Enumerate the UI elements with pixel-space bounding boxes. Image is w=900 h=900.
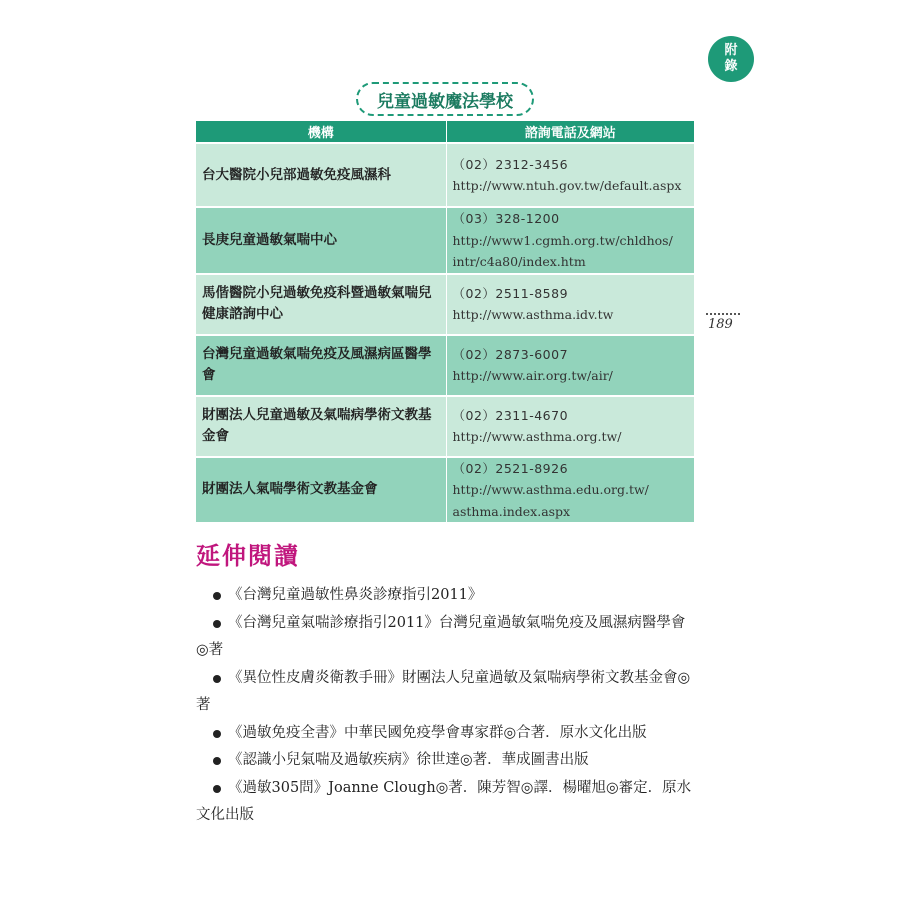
website-url[interactable]: http://www1.cgmh.org.tw/chldhos/ bbox=[452, 232, 673, 248]
phone-number: （02）2521-8926 bbox=[452, 460, 569, 476]
organization-name: 財團法人兒童過敏及氣喘病學術文教基金會 bbox=[196, 396, 446, 457]
website-url[interactable]: http://www.asthma.idv.tw bbox=[452, 307, 614, 322]
website-url-continued[interactable]: asthma.index.aspx bbox=[452, 503, 571, 519]
website-url[interactable]: http://www.ntuh.gov.tw/default.aspx bbox=[452, 178, 682, 193]
table-row bbox=[196, 274, 694, 335]
organization-name: 台灣兒童過敏氣喘免疫及風濕病區醫學會 bbox=[196, 335, 446, 396]
section-title: 兒童過敏魔法學校 bbox=[377, 91, 513, 112]
bullet-icon bbox=[213, 730, 221, 738]
contact-cell bbox=[446, 143, 694, 207]
table-row bbox=[196, 335, 694, 396]
table-row bbox=[196, 207, 694, 274]
page-number-dots bbox=[706, 313, 740, 315]
website-url[interactable]: http://www.air.org.tw/air/ bbox=[452, 368, 613, 383]
bullet-icon bbox=[213, 675, 221, 683]
list-item bbox=[196, 582, 698, 610]
page-number: 189 bbox=[708, 317, 733, 332]
list-item-text: 《過敏305問》Joanne Clough◎著．陳芳智◎譯．楊曜旭◎審定．原水文化出版 bbox=[196, 779, 692, 823]
list-item-text: 《台灣兒童氣喘診療指引2011》台灣兒童過敏氣喘免疫及風濕病醫學會◎著 bbox=[196, 614, 686, 658]
organization-table bbox=[196, 121, 694, 522]
list-item bbox=[196, 747, 698, 775]
phone-number: （02）2511-8589 bbox=[452, 285, 569, 301]
bullet-icon bbox=[213, 620, 221, 628]
bullet-icon bbox=[213, 785, 221, 793]
list-item-text: 《過敏免疫全書》中華民國免疫學會專家群◎合著．原水文化出版 bbox=[228, 724, 647, 741]
header-organization: 機構 bbox=[196, 121, 446, 143]
organization-name: 馬偕醫院小兒過敏免疫科暨過敏氣喘兒健康諮詢中心 bbox=[196, 274, 446, 335]
appendix-tab-line1: 附 bbox=[724, 43, 738, 58]
section-title-badge bbox=[356, 82, 534, 116]
contact-cell bbox=[446, 396, 694, 457]
organization-name: 財團法人氣喘學術文教基金會 bbox=[196, 457, 446, 523]
list-item bbox=[196, 775, 698, 830]
table-row bbox=[196, 396, 694, 457]
table-row bbox=[196, 457, 694, 523]
website-url[interactable]: http://www.asthma.org.tw/ bbox=[452, 429, 622, 444]
list-item bbox=[196, 720, 698, 748]
further-reading-heading: 延伸閱讀 bbox=[196, 541, 300, 570]
bullet-icon bbox=[213, 592, 221, 600]
table-row bbox=[196, 143, 694, 207]
appendix-tab bbox=[708, 36, 754, 82]
website-url[interactable]: http://www.asthma.edu.org.tw/ bbox=[452, 482, 649, 497]
table-header-row bbox=[196, 121, 694, 143]
list-item-text: 《台灣兒童過敏性鼻炎診療指引2011》 bbox=[228, 587, 483, 603]
list-item-text: 《認識小兒氣喘及過敏疾病》徐世達◎著．華成圖書出版 bbox=[228, 752, 589, 768]
appendix-tab-line2: 錄 bbox=[724, 59, 738, 74]
contact-cell bbox=[446, 274, 694, 335]
bullet-icon bbox=[213, 757, 221, 765]
phone-number: （02）2873-6007 bbox=[452, 346, 569, 362]
organization-name: 長庚兒童過敏氣喘中心 bbox=[196, 207, 446, 274]
contact-cell bbox=[446, 457, 694, 523]
phone-number: （02）2312-3456 bbox=[452, 156, 569, 172]
phone-number: （03）328-1200 bbox=[452, 211, 560, 226]
phone-number: （02）2311-4670 bbox=[452, 407, 569, 423]
organization-name: 台大醫院小兒部過敏免疫風濕科 bbox=[196, 143, 446, 207]
header-contact: 諮詢電話及網站 bbox=[446, 121, 694, 143]
website-url-continued[interactable]: intr/c4a80/index.htm bbox=[452, 254, 586, 269]
further-reading-list bbox=[196, 582, 698, 830]
list-item bbox=[196, 610, 698, 665]
contact-cell bbox=[446, 207, 694, 274]
contact-cell bbox=[446, 335, 694, 396]
list-item bbox=[196, 665, 698, 720]
list-item-text: 《異位性皮膚炎衛教手冊》財團法人兒童過敏及氣喘病學術文教基金會◎著 bbox=[196, 669, 691, 713]
